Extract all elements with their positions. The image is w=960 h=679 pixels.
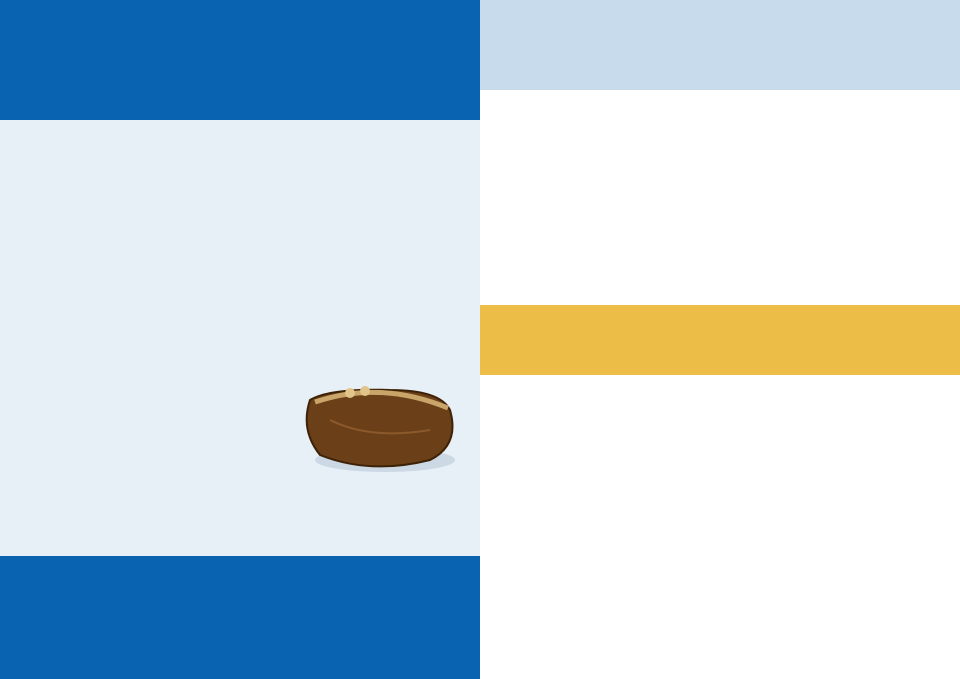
event1-schedule: [532, 104, 627, 138]
flower-band-top: [0, 0, 480, 120]
schedule-row: [532, 121, 627, 138]
event2-header: [480, 305, 960, 375]
flower-band-bottom: [0, 556, 480, 679]
event1-header: [480, 0, 960, 90]
schedule-row: [532, 104, 627, 121]
purse-icon: [290, 360, 470, 480]
right-panel: [480, 0, 960, 679]
